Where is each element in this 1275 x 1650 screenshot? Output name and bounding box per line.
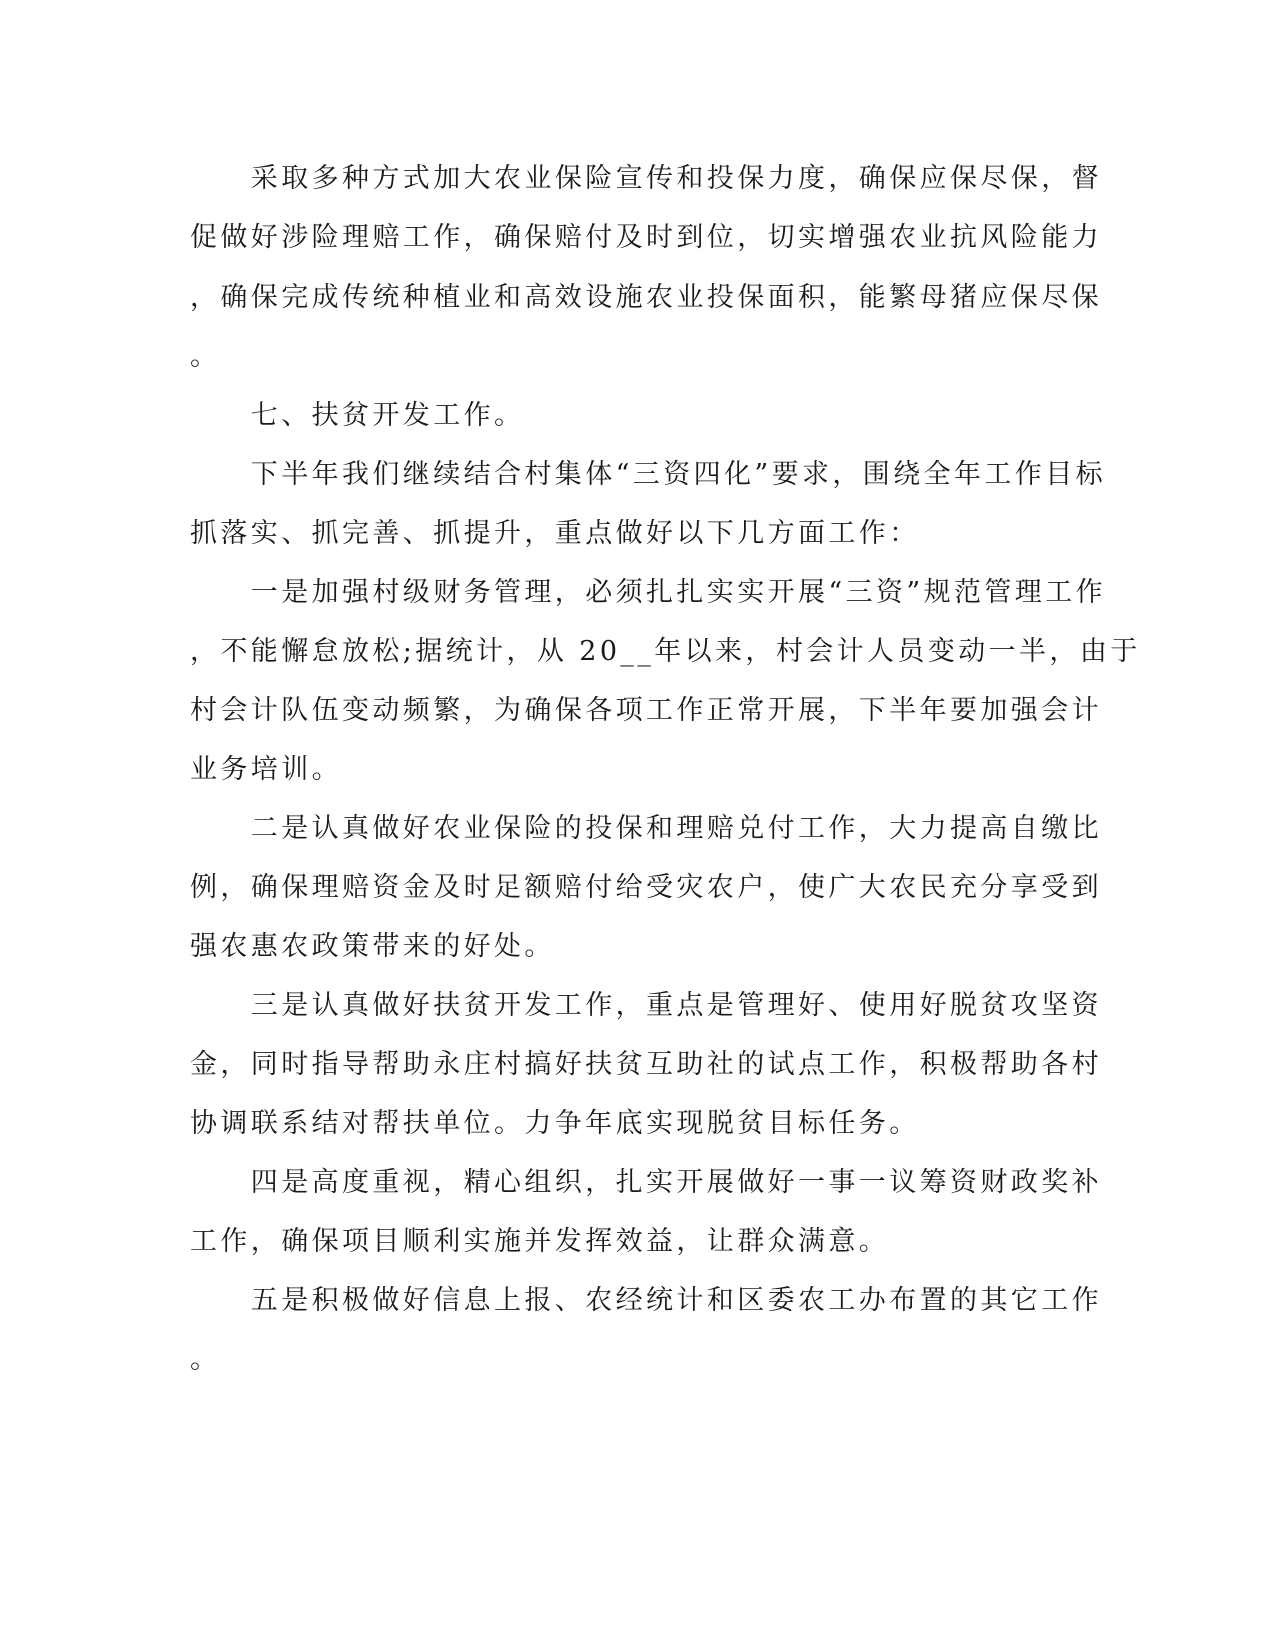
text-line: 。 xyxy=(190,341,221,372)
text-line: ，不能懈怠放松;据统计，从 20__年以来，村会计人员变动一半，由于 xyxy=(190,636,1141,667)
text-line: 下半年我们继续结合村集体“三资四化”要求，围绕全年工作目标 xyxy=(190,459,1107,490)
text-line: 一是加强村级财务管理，必须扎扎实实开展“三资”规范管理工作 xyxy=(190,577,1107,608)
text-line: 村会计队伍变动频繁，为确保各项工作正常开展，下半年要加强会计 xyxy=(190,695,1102,726)
text-line: 工作，确保项目顺利实施并发挥效益，让群众满意。 xyxy=(190,1226,890,1257)
text-line: 四是高度重视，精心组织，扎实开展做好一事一议筹资财政奖补 xyxy=(190,1167,1102,1198)
text-line: 抓落实、抓完善、抓提升，重点做好以下几方面工作： xyxy=(190,518,920,549)
text-line: ，确保完成传统种植业和高效设施农业投保面积，能繁母猪应保尽保 xyxy=(190,282,1102,313)
text-line: 三是认真做好扶贫开发工作，重点是管理好、使用好脱贫攻坚资 xyxy=(190,990,1102,1021)
section-heading: 七、扶贫开发工作。 xyxy=(190,400,525,431)
text-line: 促做好涉险理赔工作，确保赔付及时到位，切实增强农业抗风险能力 xyxy=(190,222,1102,253)
text-line: 二是认真做好农业保险的投保和理赔兑付工作，大力提高自缴比 xyxy=(190,813,1102,844)
text-line: 采取多种方式加大农业保险宣传和投保力度，确保应保尽保，督 xyxy=(190,163,1102,194)
text-line: 业务培训。 xyxy=(190,754,342,785)
text-line: 协调联系结对帮扶单位。力争年底实现脱贫目标任务。 xyxy=(190,1108,920,1139)
text-line: 例，确保理赔资金及时足额赔付给受灾农户，使广大农民充分享受到 xyxy=(190,872,1102,903)
text-line: 强农惠农政策带来的好处。 xyxy=(190,931,555,962)
text-line: 五是积极做好信息上报、农经统计和区委农工办布置的其它工作 xyxy=(190,1285,1102,1316)
text-line: 金，同时指导帮助永庄村搞好扶贫互助社的试点工作，积极帮助各村 xyxy=(190,1049,1102,1080)
text-line: 。 xyxy=(190,1344,221,1375)
